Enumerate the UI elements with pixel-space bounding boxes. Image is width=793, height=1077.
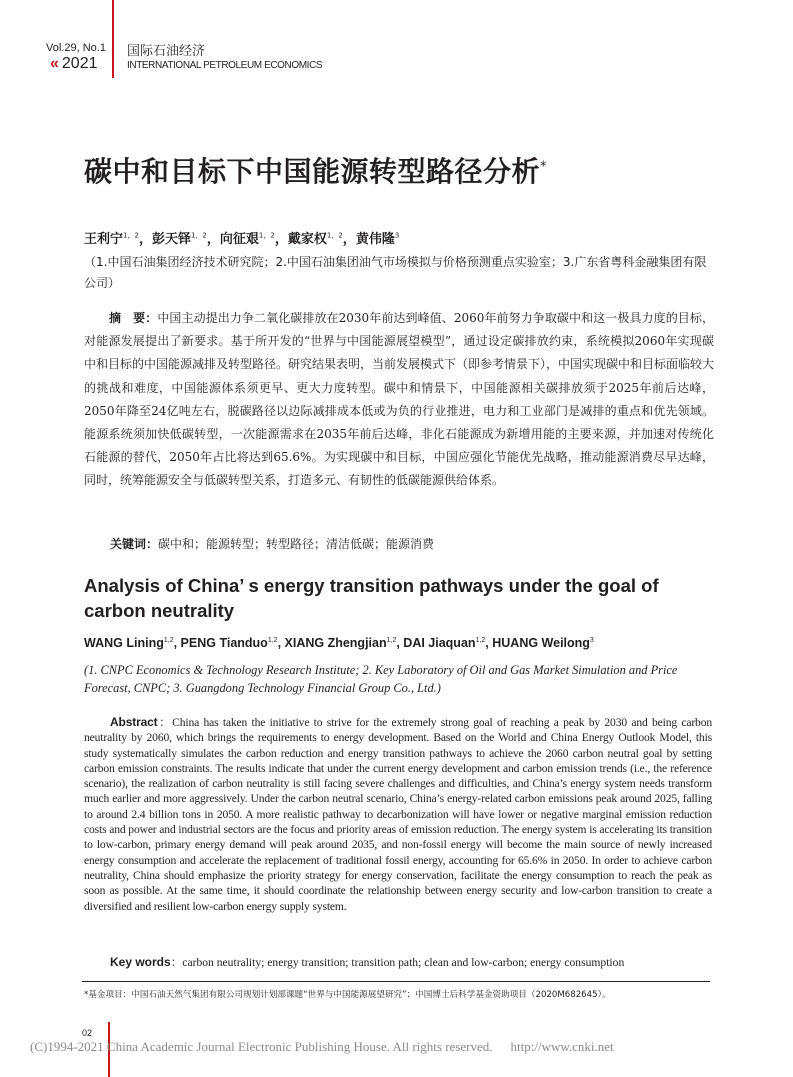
article-title-cn: [84, 150, 547, 190]
author-name: 向征艰: [219, 232, 259, 247]
journal-name-en: INTERNATIONAL PETROLEUM ECONOMICS: [127, 60, 323, 71]
author-affil-sup: 3: [589, 636, 594, 644]
journal-volume: Vol.29, No.1: [46, 42, 106, 54]
author-affil-sup: 1,2: [386, 636, 397, 644]
author-name: DAI Jiaquan: [403, 636, 476, 650]
abstract-cn-text: 中国主动提出力争二氧化碳排放在2030年前达到峰值、2060年前努力争取碳中和这一极具力度的目标，对能源发展提出了新要求。基于所开发的“世界与中国能源展望模型”，通过设定碳排放约束，系统模拟2060年实现碳中和目标的中国能源减排及转型路径。研究结果表明，当前发展模式下（即参考情景下），中国实现碳中和目标面临较大的挑战和难度，中国能源体系须更早、更大力度转型。碳中和情景下，中国能源相关碳排放须于2025年前后达峰，2050年降至24亿吨左右，脱碳路径以边际减排成本低或为负的行业推进，电力和工业部门是减排的重点和优先领域。能源系统须加快低碳转型，一次能源需求在2035年前后达峰，非化石能源成为新增用能的主要来源，并加速对传统化石能源的替代，2050年占比将达到65.6%。为实现碳中和目标，中国应强化节能优先战略，推动能源消费尽早达峰，同时，统筹能源安全与低碳转型关系，打造多元、有韧性的低碳能源供给体系。: [84, 311, 715, 488]
author-separator: ,: [173, 636, 181, 650]
abstract-cn-label: 摘 要：: [109, 311, 158, 325]
keywords-cn-label: 关键词：: [110, 537, 159, 551]
author-separator: ,: [396, 636, 404, 650]
page-number: 02: [82, 1028, 93, 1038]
cnki-link[interactable]: http://www.cnki.net: [510, 1039, 614, 1054]
author-affil-sup: 1,2: [475, 636, 486, 644]
author-affil-sup: 3: [394, 231, 400, 240]
journal-year: 2021: [61, 55, 98, 72]
keywords-cn-text: 碳中和；能源转型；转型路径；清洁低碳；能源消费: [158, 537, 435, 551]
header-divider: [112, 0, 114, 78]
author-affil-sup: 1,2: [163, 636, 174, 644]
affiliations-cn: （1.中国石油集团经济技术研究院；2.中国石油集团油气市场模拟与价格预测重点实验室；3.广东省粤科金融集团有限公司）: [84, 255, 707, 290]
author-affil-sup: 1，2: [123, 231, 139, 240]
author-separator: ,: [277, 636, 285, 650]
keywords-en-text: carbon neutrality; energy transition; transition path; clean and low-carbon; energy consumption: [182, 956, 625, 969]
author-name: 王利宁: [84, 232, 124, 247]
author-name: WANG Lining: [84, 636, 164, 650]
author-affil-sup: 1，2: [190, 231, 207, 240]
author-affil-sup: 1,2: [267, 636, 278, 644]
keywords-cn: [110, 535, 434, 552]
authors-cn: [84, 228, 399, 247]
copyright-line: [30, 1039, 614, 1055]
keywords-en-colon: ：: [170, 956, 183, 969]
abstract-en: [84, 715, 712, 914]
author-name: HUANG Weilong: [492, 636, 590, 650]
title-footnote-mark: *: [540, 159, 548, 175]
keywords-en-label: Key words: [110, 955, 171, 969]
author-separator: ，: [274, 232, 288, 247]
author-affil-sup: 1，2: [326, 231, 343, 240]
affiliations-en: (1. CNPC Economics & Technology Research Institute; 2. Key Laboratory of Oil and Gas Market Simulation and Price Forecast, CNPC; 3. Guangdong Technology Financial Group Co., Ltd.): [84, 663, 678, 695]
author-name: 戴家权: [287, 232, 327, 247]
author-name: 彭天铎: [151, 232, 191, 247]
article-title-cn-text: 碳中和目标下中国能源转型路径分析: [84, 155, 541, 188]
author-name: XIANG Zhengjian: [284, 636, 387, 650]
abstract-en-label: Abstract: [110, 715, 158, 729]
abstract-en-text: China has taken the initiative to strive for the extremely strong goal of reaching a peak by 2030 and being carbon neutrality by 2060, which brings the requirements to energy development. Based on the World and China Energy Outlook Model, this study systematically simulates the carbon reduction and energy transition pathways to achieve the 2060 carbon neutral goal by setting carbon emission constraints. The results indicate that under the current energy development and carbon emission trends (i.e., the reference scenario), the realization of carbon neutrality is still facing severe challenges and difficulties, and China’s energy system needs transform much earlier and more aggressively. Under the carbon neutral scenario, China’s energy-related carbon emissions peak around 2025, falling to around 2.4 billion tons in 2050. A more realistic pathway to decarbonization will have lower or negative marginal emission reduction costs and power and industrial sectors are the focus and priority areas of emission reduction. The energy system is accelerating its transition to low-carbon, primary energy demand will peak around 2035, and non-fossil energy will become the main source of newly increased energy consumption and accelerate the replacement of traditional fossil energy, accounting for 65.6% in 2050. In order to achieve carbon neutrality, China should emphasize the priority strategy for energy conservation, facilitate the energy consumption to reach the peak as soon as possible. At the same time, it should coordinate the relationship between energy security and low-carbon transition to create a diversified and resilient low-carbon energy supply system.: [84, 716, 712, 913]
abstract-en-colon: ：: [157, 716, 173, 729]
author-affil-sup: 1，2: [258, 231, 275, 240]
author-separator: ，: [138, 232, 152, 247]
chevron-left-icon: «: [50, 55, 56, 72]
author-name: 黄伟隆: [355, 232, 395, 247]
journal-name-cn: 国际石油经济: [127, 44, 206, 59]
funding-footnote: *基金项目：中国石油天然气集团有限公司规划计划部课题“世界与中国能源展望研究”；中国博士后科学基金资助项目（2020M682645）。: [84, 990, 611, 1000]
journal-year-block: [50, 55, 98, 73]
author-separator: ,: [485, 636, 493, 650]
abstract-cn: [84, 307, 714, 493]
keywords-en: [110, 954, 624, 970]
author-name: PENG Tianduo: [180, 636, 268, 650]
author-separator: ，: [206, 232, 220, 247]
article-title-en: Analysis of China’ s energy transition pathways under the goal of carbon neutrality: [84, 575, 659, 621]
authors-en: [84, 636, 594, 650]
footnote-divider: [82, 981, 710, 982]
author-separator: ，: [342, 232, 356, 247]
copyright-text: (C)1994-2021 China Academic Journal Electronic Publishing House. All rights reserved.: [30, 1039, 493, 1054]
